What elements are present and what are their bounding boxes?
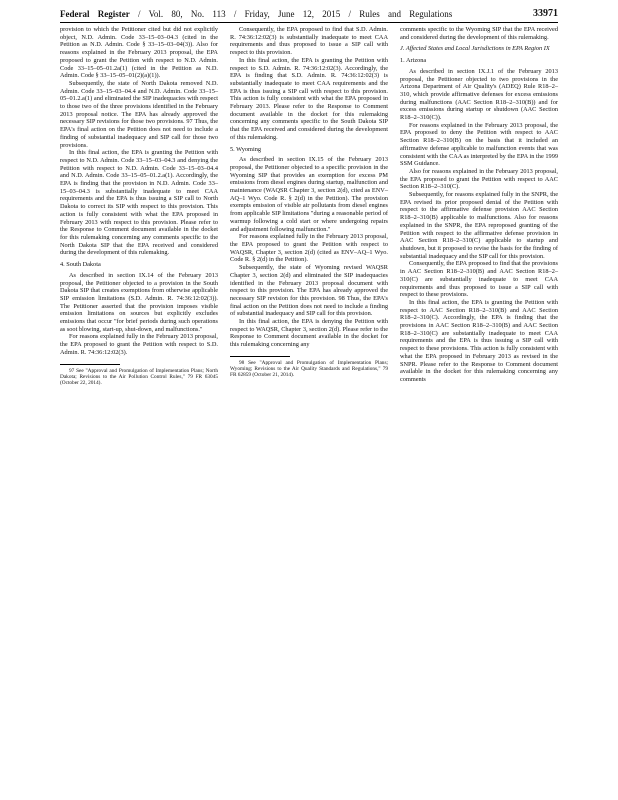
- paragraph: Consequently, the EPA proposed to find that the provisions in AAC Section R18–2–310(B) and AAC Section R18–2–310(C) are substantially inadequate to meet CAA requirements and thus proposed to issue a SIP call with respect to these provisions.: [400, 260, 558, 299]
- column-1: [60, 26, 218, 386]
- paragraph: Also for reasons explained in the February 2013 proposal, the EPA proposed to grant the Petition with respect to AAC Section R18–2–310(C).: [400, 167, 558, 191]
- paragraph: In this final action, the EPA is denying the Petition with respect to WAQSR, Chapter 3, section 2(d). Please refer to the Response to Comment document available in the docket for this rulemaking concerning any: [230, 318, 388, 349]
- footnote-rule: [60, 364, 120, 365]
- paragraph: Subsequently, for reasons explained fully in the SNPR, the EPA revised its prior proposed denial of the Petition with respect to the affirmative defense provision AAC Section R18–2–310(B) applicable to malfunctions. Also for reasons explained in the SNPR, the EPA reproposed granting of the Petition with respect to the affirmative defense provision in AAC Section R18–2–310(C) applicable to startup and shutdown, but it proposed to revise the basis for the finding of substantial inadequacy and the SIP call for this provision.: [400, 191, 558, 260]
- paragraph: For reasons explained fully in the February 2013 proposal, the EPA proposed to grant the Petition with respect to S.D. Admin. R. 74:36:12:02(3).: [60, 333, 218, 356]
- paragraph: In this final action, the EPA is granting the Petition with respect to AAC Section R18–2–310(B) and AAC Section R18–2–310(C). Accordingly, the EPA is finding that the provisions in AAC Section R18–2–310(B) and AAC Section R18–2–310(C) are substantially inadequate to meet CAA requirements and the EPA is thus issuing a SIP call with respect to these provisions. This action is fully consistent with what the EPA proposed in February 2013 as revised in the SNPR. Please refer to the Response to Comment document available in the docket for this rulemaking concerning any comments: [400, 298, 558, 383]
- paragraph: As described in section IX.J.1 of the February 2013 proposal, the Petitioner objected to two provisions in the Arizona Department of Air Quality's (ADEQ) Rule R18–2–310, which provide affirmative defenses for excess emissions during malfunctions (AAC Section R18–2–310(B)) and for excess emissions during startup or shutdown (AAC Section R18–2–310(C)).: [400, 67, 558, 122]
- column-2: [230, 26, 388, 379]
- issue-info: / Vol. 80, No. 113 / Friday, June 12, 2015 / Rules and Regulations: [137, 9, 453, 19]
- running-head: [60, 8, 452, 20]
- section-heading: 4. South Dakota: [60, 261, 101, 269]
- paragraph: Consequently, the EPA proposed to find that S.D. Admin. R. 74:36:12:02(3) is substantially inadequate to meet CAA requirements and thus proposed to issue a SIP call with respect to this provision.: [230, 26, 388, 57]
- section-heading: 1. Arizona: [400, 57, 427, 65]
- paragraph: Subsequently, the state of Wyoming revised WAQSR Chapter 3, section 2(d) and eliminated the SIP inadequacies identified in the February 2013 proposal document with respect to this provision. The EPA has already approved the necessary SIP revision for this provision. 98 Thus, the EPA's final action on the Petition does not need to include a finding of substantial inadequacy and SIP call for this provision.: [230, 264, 388, 318]
- footnote-rule: [230, 356, 290, 357]
- column-3: [400, 26, 558, 384]
- journal-name: Federal Register: [60, 9, 130, 19]
- paragraph: For reasons explained fully in the February 2013 proposal, the EPA proposed to grant the Petition with respect to WAQSR, Chapter 3, section 2(d) (cited as ENV–AQ–1 Wyo. Code R. § 2(d) in the Petition).: [230, 233, 388, 264]
- paragraph: As described in section IX.14 of the February 2013 proposal, the Petitioner objected to a provision in the South Dakota SIP that creates exemptions from otherwise applicable SIP emission limitations (S.D. Admin. R. 74:36:12:02(3)). The Petitioner asserted that the provision imposes visible emission limitations on sources but explicitly excludes emissions that occur "for brief periods during such operations as soot blowing, start-up, shut-down, and malfunctions.": [60, 271, 218, 333]
- footnote: 98 See "Approval and Promulgation of Implementation Plans; Wyoming; Revisions to the Air Quality Standards and Regulations," 79 FR 62859 (October 21, 2014).: [230, 359, 388, 379]
- paragraph: For reasons explained in the February 2013 proposal, the EPA proposed to deny the Petition with respect to AAC Section R18–2–310(B) on the basis that it included an affirmative defense applicable to malfunction events that was consistent with the CAA as interpreted by the EPA in the 1999 SSM Guidance.: [400, 121, 558, 168]
- paragraph: provision to which the Petitioner cited but did not explicitly object, N.D. Admin. Code 33–15–03–04.3 (cited in the Petition as N.D. Admin. Code § 33–15–03–04(3)). Also for reasons explained in the February 2013 proposal, the EPA proposed to grant the Petition with respect to N.D. Admin. Code 33–15–05–01.2a(1) (cited in the Petition as N.D. Admin. Code § 33–15–05–01(2)(a)(1)).: [60, 26, 218, 80]
- subsection-heading: J. Affected States and Local Jurisdictions in EPA Region IX: [400, 45, 550, 53]
- paragraph: Subsequently, the state of North Dakota removed N.D. Admin. Code 33–15–03–04.4 and N.D. Admin. Code 33–15–05–01.2.a(1) and eliminated the SIP inadequacies with respect to those two of the three provisions identified in the February 2013 proposal notice. The EPA has already approved the necessary SIP revisions for those two provisions. 97 Thus, the EPA's final action on the Petition does not need to include a finding of substantial inadequacy and SIP call for those two provisions.: [60, 79, 218, 149]
- page-header: [60, 8, 558, 23]
- paragraph: In this final action, the EPA is granting the Petition with respect to S.D. Admin. R. 74:36:12:02(3). Accordingly, the EPA is finding that S.D. Admin. R. 74:36:12:02(3) is substantially inadequate to meet CAA requirements and the EPA is thus issuing a SIP call with respect to this provision. This action is fully consistent with what the EPA proposed in February 2013. Please refer to the Response to Comment document available in the docket for this rulemaking concerning any comments specific to the South Dakota SIP that the EPA received and considered during the development of this rulemaking.: [230, 56, 388, 141]
- page-number: 33971: [533, 8, 558, 19]
- paragraph: In this final action, the EPA is granting the Petition with respect to N.D. Admin. Code 33–15–03–04.3 and denying the Petition with respect to N.D. Admin. Code 33–15–03–04.4 and N.D. Admin. Code 33–15–05–01.2.a(1). Accordingly, the EPA is finding that the provision in N.D. Admin. Code 33–15–03–04.3 is substantially inadequate to meet CAA requirements and the EPA is thus issuing a SIP call to North Dakota to correct its SIP with respect to this provision. This action is fully consistent with what the EPA proposed in February 2013 with respect to this provision. Please refer to the Response to Comment document available in the docket for this rulemaking concerning any comments specific to the North Dakota SIP that the EPA received and considered during the development of this rulemaking.: [60, 149, 218, 257]
- section-heading: 5. Wyoming: [230, 145, 261, 153]
- paragraph: As described in section IX.15 of the February 2013 proposal, the Petitioner objected to a specific provision in the Wyoming SIP that provides an exemption for excess PM emissions from diesel engines during startup, malfunction and maintenance (WAQSR Chapter 3, section 2(d), cited as ENV–AQ–1 Wyo. Code R. § 2(d) in the Petition). The provision exempts emission of visible air pollutants from diesel engines from applicable SIP limitations "during a reasonable period of warmup following a cold start or where undergoing repairs and adjustment following malfunction.": [230, 156, 388, 233]
- paragraph: comments specific to the Wyoming SIP that the EPA received and considered during the development of this rulemaking.: [400, 26, 558, 41]
- footnote: 97 See "Approval and Promulgation of Implementation Plans; North Dakota; Revisions to the Air Pollution Control Rules," 79 FR 63045 (October 22, 2014).: [60, 367, 218, 387]
